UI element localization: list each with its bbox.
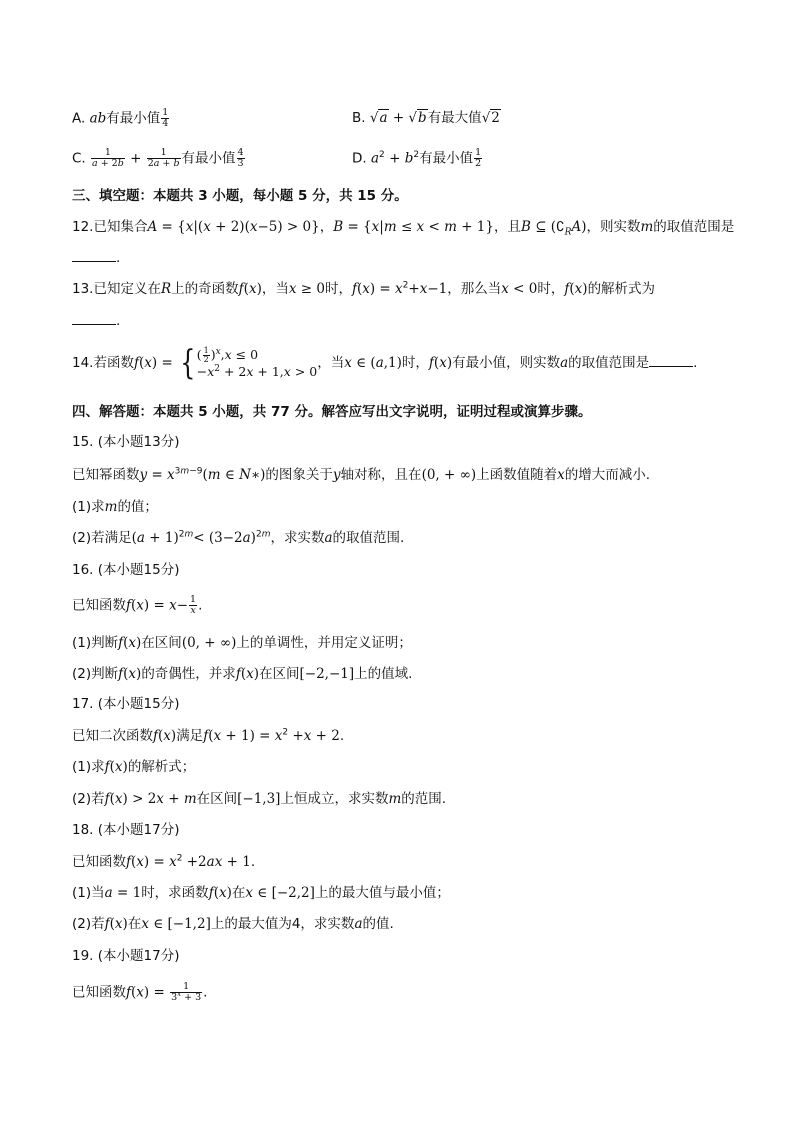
question-16-header: 16. (本小题15分) [72,562,180,578]
question-15-header: 15. (本小题13分) [72,434,180,450]
question-18-header: 18. (本小题17分) [72,822,180,838]
question-12: 12.已知集合A = {x|(x + 2)(x−5) > 0}，B = {x|m ≤ x < m + 1}，且B ⊆ $(∁_RA)$，则实数m的取值范围是 [72,219,735,238]
answer-blank[interactable] [72,247,116,262]
question-17-part-1: (1)求f(x)的解析式； [72,759,196,775]
question-17-header: 17. (本小题15分) [72,696,180,712]
question-16-part-1: (1)判断f(x)在区间(0, + ∞)上的单调性，并用定义证明； [72,635,412,651]
question-16-part-2: (2)判断f(x)的奇偶性，并求f(x)在区间[−2,−1]上的值域. [72,666,413,682]
question-19: 已知函数f(x) = $\frac{1}{3^x + 3}$ . [72,981,208,1003]
question-16: 已知函数f(x) = x− $\frac{1}{x}$ . [72,594,203,616]
question-15: 已知幂函数$y = x^{3m-9}(m$ ∈ N∗)的图象关于y轴对称，且在(0, + ∞)上函数值随着x的增大而减小. [72,466,651,483]
section-4-heading: 四、解答题：本题共 5 小题，共 77 分。解答应写出文字说明，证明过程或演算步骤。 [72,404,592,420]
option-c: C. $\frac{1}{a + 2b}$ + $\frac{1}{2a + b}$ 有最小值 $\frac{4}{3}$ [72,147,244,169]
piecewise-cases: ( $\frac{1}{2}$ )$^x$,x ≤ 0 $-x^2 + 2x + 1,x > 0$ [196,345,318,379]
question-18: 已知函数$f(x) = x^2 +2ax + 1$. [72,853,256,870]
fraction: $\frac{1}{4}$ [162,107,169,129]
question-18-part-2: (2)若f(x)在x ∈ [−1,2]上的最大值为4，求实数a的值. [72,916,394,932]
option-b: B. √a + √b有最大值√2 [352,110,500,126]
answer-blank[interactable] [72,310,116,325]
question-13: 13.已知定义在R上的奇函数f(x)，当x ≥ 0时，$f(x) = x^2+x-1$，那么当x < 0时，f(x)的解析式为 [72,280,656,297]
question-15-part-2: (2)若满足$(a + 1)^{2m}< (3-2a)^{2m}$，求实数a的取值范围. [72,529,405,546]
question-19-header: 19. (本小题17分) [72,948,180,964]
left-brace: { [180,343,196,383]
question-14: 14.若函数f(x) = { ( $\frac{1}{2}$ )$^x$,x ≤ 0 $-x^2 + 2x + 1,x > 0$ ，当x ∈ (a,1)时，f(x)有最小值，则实数a的取值范围是 . [72,343,698,383]
section-3-heading: 三、填空题：本题共 3 小题，每小题 5 分，共 15 分。 [72,188,408,204]
question-15-part-1: (1)求m的值； [72,499,158,515]
question-13-answer-line: . [72,310,120,331]
option-d: D. $a^2 + b^2$有最小值 $\frac{1}{2}$ [352,147,482,169]
question-17-part-2: (2)若f(x) > 2x + m在区间[−1,3]上恒成立，求实数m的范围. [72,791,447,807]
question-12-answer-line: . [72,247,120,268]
question-17: 已知二次函数f(x)满足$f(x + 1) = x^2 +x + 2$. [72,727,345,744]
answer-blank[interactable] [649,352,693,367]
question-18-part-1: (1)当a = 1时，求函数f(x)在x ∈ [−2,2]上的最大值与最小值； [72,885,450,901]
option-a: A. ab有最小值 $\frac{1}{4}$ [72,107,169,129]
